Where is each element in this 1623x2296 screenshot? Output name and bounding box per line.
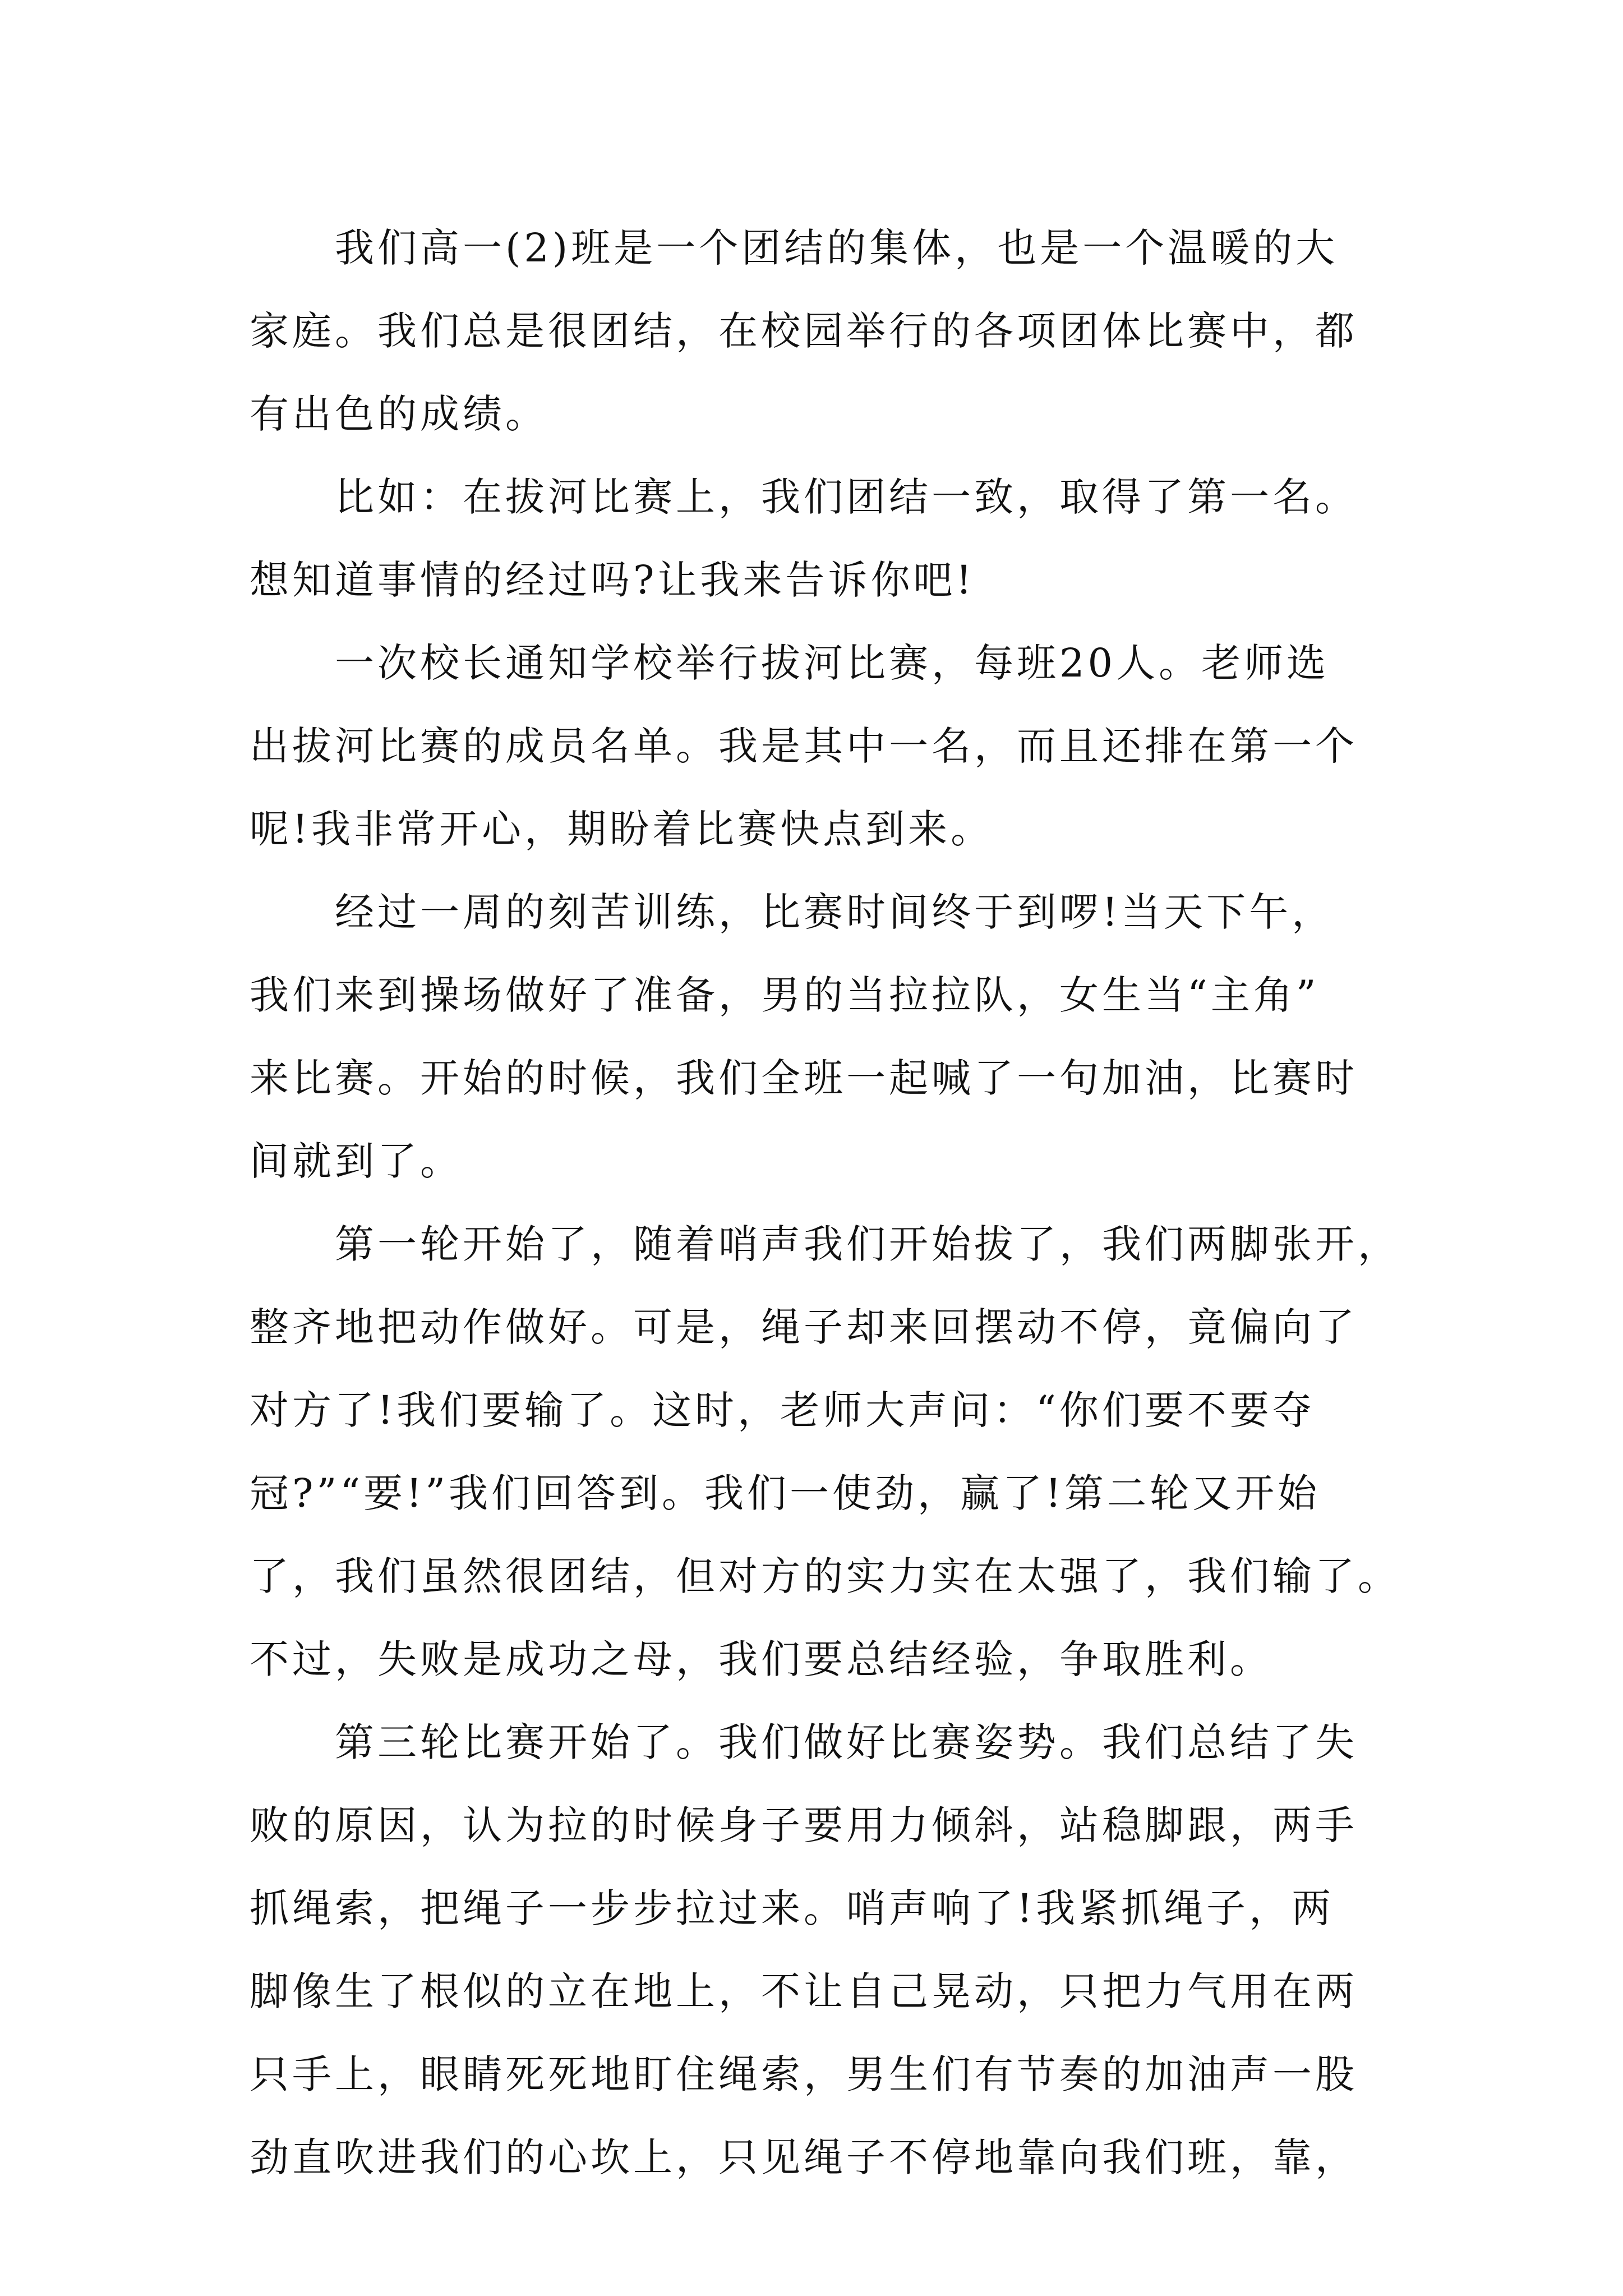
document-body: [250, 206, 1400, 2199]
text-line: 比如：在拔河比赛上，我们团结一致，取得了第一名。: [335, 474, 1358, 520]
text-line: 只手上，眼睛死死地盯住绳索，男生们有节奏的加油声一股: [250, 2051, 1358, 2097]
text-line: 出拔河比赛的成员名单。我是其中一名，而且还排在第一个: [250, 723, 1358, 769]
text-line: 间就到了。: [250, 1138, 463, 1184]
text-line: 劲直吹进我们的心坎上，只见绳子不停地靠向我们班，靠，: [250, 2134, 1358, 2180]
paragraph-4: [250, 871, 1377, 1203]
text-line: 冠?”“要!”我们回答到。我们一使劲，赢了!第二轮又开始: [250, 1470, 1321, 1516]
paragraph-2: [250, 455, 1377, 622]
text-line: 经过一周的刻苦训练，比赛时间终于到啰!当天下午，: [335, 889, 1335, 935]
paragraph-6: [250, 1701, 1377, 2199]
text-line: 脚像生了根似的立在地上，不让自己晃动，只把力气用在两: [250, 1968, 1358, 2014]
text-line: 对方了!我们要输了。这时，老师大声问：“你们要不要夺: [250, 1387, 1315, 1433]
text-line: 抓绳索，把绳子一步步拉过来。哨声响了!我紧抓绳子，两: [250, 1885, 1335, 1931]
paragraph-3: [250, 622, 1377, 871]
text-line: 我们来到操场做好了准备，男的当拉拉队，女生当“主角”: [250, 972, 1320, 1018]
text-line: 不过，失败是成功之母，我们要总结经验，争取胜利。: [250, 1636, 1272, 1682]
text-line: 呢!我非常开心，期盼着比赛快点到来。: [250, 806, 994, 852]
paragraph-5: [250, 1203, 1400, 1701]
text-line: 整齐地把动作做好。可是，绳子却来回摆动不停，竟偏向了: [250, 1304, 1358, 1350]
text-line: 一次校长通知学校举行拔河比赛，每班20人。老师选: [335, 640, 1330, 686]
text-line: 第一轮开始了，随着哨声我们开始拔了，我们两脚张开，: [335, 1221, 1400, 1267]
text-line: 想知道事情的经过吗?让我来告诉你吧!: [250, 557, 975, 603]
paragraph-1: [250, 206, 1377, 455]
text-line: 我们高一(2)班是一个团结的集体，也是一个温暖的大: [335, 225, 1339, 271]
text-line: 有出色的成绩。: [250, 391, 548, 437]
text-line: 来比赛。开始的时候，我们全班一起喊了一句加油，比赛时: [250, 1055, 1358, 1101]
text-line: 了，我们虽然很团结，但对方的实力实在太强了，我们输了。: [250, 1553, 1400, 1599]
text-line: 第三轮比赛开始了。我们做好比赛姿势。我们总结了失: [335, 1719, 1358, 1765]
text-line: 败的原因，认为拉的时候身子要用力倾斜，站稳脚跟，两手: [250, 1802, 1358, 1848]
text-line: 家庭。我们总是很团结，在校园举行的各项团体比赛中，都: [250, 308, 1358, 354]
